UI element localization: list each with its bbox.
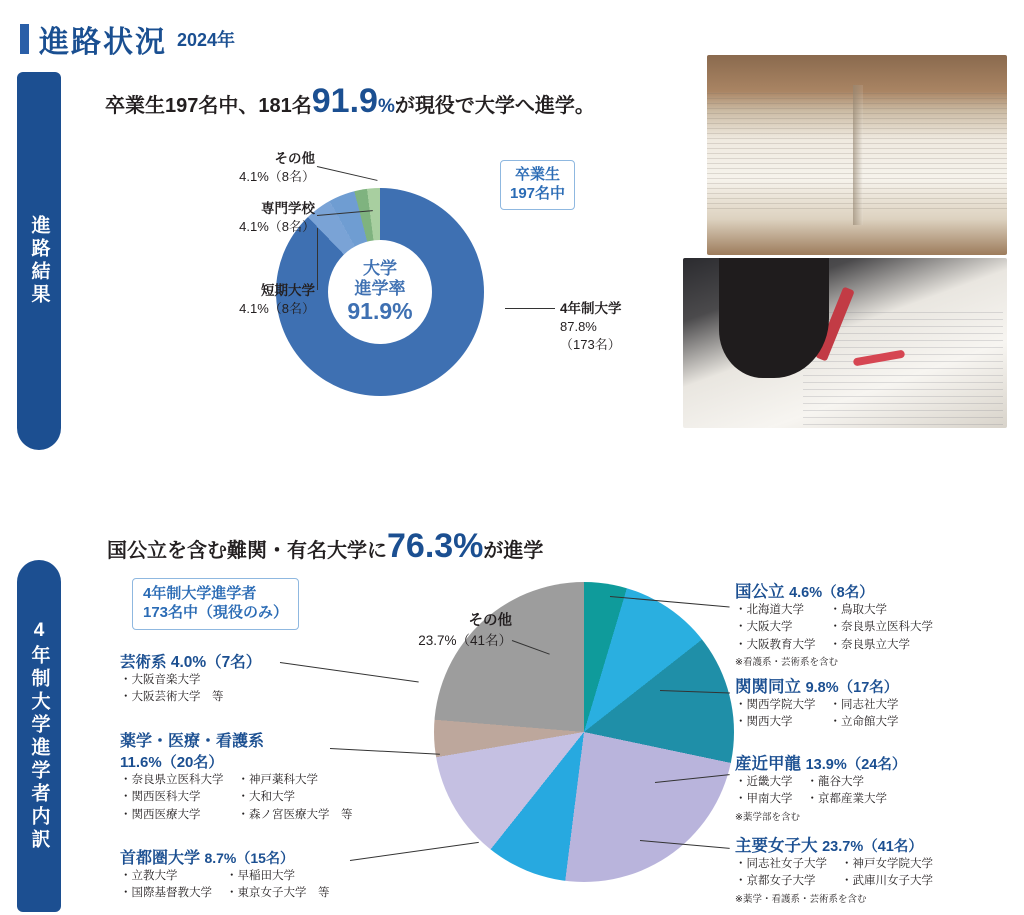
badge-univ4-total: [132, 578, 299, 630]
group-yakugaku-c2-3: ・森ノ宮医療大学 等: [237, 808, 353, 821]
headline-post: が現役で大学へ進学。: [394, 95, 595, 117]
headline2-post: が進学: [483, 540, 544, 562]
group-sankinkoryu-c2-2: ・京都産業大学: [806, 793, 887, 806]
headline-big: 91.9: [311, 82, 378, 120]
group-joshidai-name: 主要女子大: [735, 837, 818, 855]
group-joshidai-c2-2: ・武庫川女子大学: [841, 875, 933, 888]
group-kankandoritsu-value: 9.8%（17名）: [805, 680, 899, 696]
group-kokkoritsu-value: 4.6%（8名）: [789, 585, 874, 601]
title-accent-bar: [20, 24, 29, 54]
group-kokkoritsu-name: 国公立: [735, 583, 785, 601]
side-tab-results: 進路結果: [17, 72, 61, 450]
headline2-pre: 国公立を含む難関・有名大学に: [107, 540, 387, 562]
group-yakugaku-name: 薬学・医療・看護系: [120, 733, 265, 750]
donut-center-label: [328, 240, 432, 344]
label-junior-college: [180, 282, 315, 318]
group-shutoken-c2-1: ・早稲田大学: [226, 870, 295, 882]
section1-title-year: 2024年: [177, 30, 236, 50]
group-sankinkoryu-c1-2: ・甲南大学: [735, 793, 793, 806]
group-kokkoritsu-c1-1: ・北海道大学: [735, 604, 804, 616]
group-kankandoritsu-list: [735, 697, 913, 732]
headline-pre: 卒業生197名中、181名: [105, 95, 312, 117]
label-junior-value: 4.1%（8名）: [239, 301, 315, 317]
group-sankinkoryu-title: [735, 750, 906, 774]
section1-headline: [105, 82, 595, 121]
group-kankandoritsu-name: 関関同立: [735, 678, 801, 696]
section1-title-text: 進路状況: [39, 26, 167, 59]
group-joshidai-value: 23.7%（41名）: [822, 839, 923, 855]
headline-percent: %: [377, 96, 395, 117]
group-yakugaku-c2-1: ・神戸薬科大学: [237, 774, 318, 786]
donut-center-value: 91.9%: [347, 298, 413, 325]
group-sankinkoryu-list: [735, 774, 901, 809]
group-kokkoritsu-c1-2: ・大阪大学: [735, 621, 793, 634]
label-vocational: [180, 200, 315, 236]
group-kankandoritsu-c2-2: ・立命館大学: [829, 716, 899, 729]
group-kokkoritsu-c2-3: ・奈良県立大学: [829, 638, 910, 651]
group-shutoken-list: [120, 868, 344, 903]
group-geijutsu-item-1: ・大阪音楽大学: [120, 674, 201, 686]
group-kankandoritsu-title: [735, 673, 913, 697]
group-joshidai-title: [735, 832, 947, 856]
group-yakugaku-list: [120, 772, 367, 824]
label-univ4: [560, 300, 622, 353]
group-joshidai-c2-1: ・神戸女学院大学: [841, 858, 933, 870]
group-joshidai-list: [735, 856, 947, 891]
section2-headline: [107, 527, 543, 566]
leader-other: [317, 166, 378, 181]
group-geijutsu-name: 芸術系: [120, 654, 167, 671]
group-kankandoritsu: [735, 673, 913, 732]
group-yakugaku-value: 11.6%（20名）: [120, 754, 224, 771]
group-kankandoritsu-c1-2: ・関西大学: [735, 716, 793, 729]
badge-graduates-line2: 197名中: [510, 184, 566, 202]
badge-graduates: [500, 160, 575, 210]
group-shutoken-title: [120, 845, 344, 868]
headline2-big: 76.3%: [387, 527, 484, 565]
group-sankinkoryu-value: 13.9%（24名）: [805, 757, 907, 773]
donut-center-line1: 大学: [363, 259, 397, 279]
group-other-name: その他: [468, 613, 512, 629]
leader-univ4: [505, 308, 555, 309]
group-sankinkoryu: [735, 750, 906, 823]
label-univ4-name: 4年制大学: [560, 301, 622, 316]
group-geijutsu: [120, 650, 261, 707]
badge-univ4-line2: 173名中（現役のみ）: [143, 603, 289, 621]
group-sankinkoryu-c1-1: ・近畿大学: [735, 776, 793, 788]
group-sankinkoryu-name: 産近甲龍: [735, 755, 801, 773]
group-other: [392, 612, 512, 650]
label-other: [205, 150, 315, 186]
group-kankandoritsu-c2-1: ・同志社大学: [829, 699, 899, 711]
group-other-value: 23.7%（41名）: [418, 632, 512, 648]
label-other-name: その他: [274, 151, 315, 166]
group-yakugaku-c1-1: ・奈良県立医科大学: [120, 774, 224, 786]
badge-graduates-line1: 卒業生: [515, 166, 561, 183]
leader-junior: [317, 228, 318, 290]
group-yakugaku-c1-3: ・関西医療大学: [120, 808, 201, 821]
group-geijutsu-item-2: ・大阪芸術大学 等: [120, 691, 224, 704]
group-yakugaku: [120, 728, 367, 824]
label-other-value: 4.1%（8名）: [239, 169, 315, 185]
donut-center-line2: 進学率: [354, 278, 406, 298]
leader-geijutsu: [280, 662, 419, 682]
group-sankinkoryu-note: ※薬学部を含む: [735, 811, 800, 823]
group-shutoken: [120, 845, 344, 903]
group-joshidai-c1-2: ・京都女子大学: [735, 875, 816, 888]
badge-univ4-line1: 4年制大学進学者: [143, 585, 257, 602]
group-geijutsu-value: 4.0%（7名）: [170, 654, 262, 671]
group-kokkoritsu-list: [735, 602, 947, 654]
group-shutoken-c1-1: ・立教大学: [120, 870, 178, 882]
group-kokkoritsu-note: ※看護系・芸術系を含む: [735, 656, 838, 668]
group-kokkoritsu-c1-3: ・大阪教育大学: [735, 638, 816, 651]
label-vocational-name: 専門学校: [261, 201, 315, 216]
side-tab-breakdown: 4年制大学進学者内訳: [17, 560, 61, 912]
section1-title: [20, 17, 235, 61]
group-shutoken-c1-2: ・国際基督教大学: [120, 887, 212, 900]
group-shutoken-name: 首都圏大学: [120, 850, 201, 867]
group-kankandoritsu-c1-1: ・関西学院大学: [735, 699, 816, 711]
group-joshidai-note: ※薬学・看護系・芸術系を含む: [735, 893, 867, 905]
label-vocational-value: 4.1%（8名）: [239, 219, 315, 235]
group-sankinkoryu-c2-1: ・龍谷大学: [806, 776, 864, 788]
group-shutoken-c2-2: ・東京女子大学 等: [226, 887, 330, 900]
group-joshidai-c1-1: ・同志社女子大学: [735, 858, 827, 870]
group-yakugaku-c1-2: ・関西医科大学: [120, 791, 201, 804]
label-junior-name: 短期大学: [261, 283, 315, 298]
photo-open-book: [707, 55, 1007, 255]
group-geijutsu-title: [120, 650, 261, 672]
group-kokkoritsu: [735, 578, 947, 668]
label-univ4-value: 87.8%: [560, 319, 597, 335]
group-kokkoritsu-c2-2: ・奈良県立医科大学: [829, 621, 933, 634]
group-shutoken-value: 8.7%（15名）: [204, 850, 294, 866]
label-univ4-count: （173名）: [560, 336, 621, 352]
group-kokkoritsu-c2-1: ・鳥取大学: [829, 604, 887, 616]
group-yakugaku-c2-2: ・大和大学: [237, 791, 295, 804]
photo-writing-hand: [683, 258, 1007, 428]
group-kokkoritsu-title: [735, 578, 947, 602]
group-joshidai: [735, 832, 947, 905]
